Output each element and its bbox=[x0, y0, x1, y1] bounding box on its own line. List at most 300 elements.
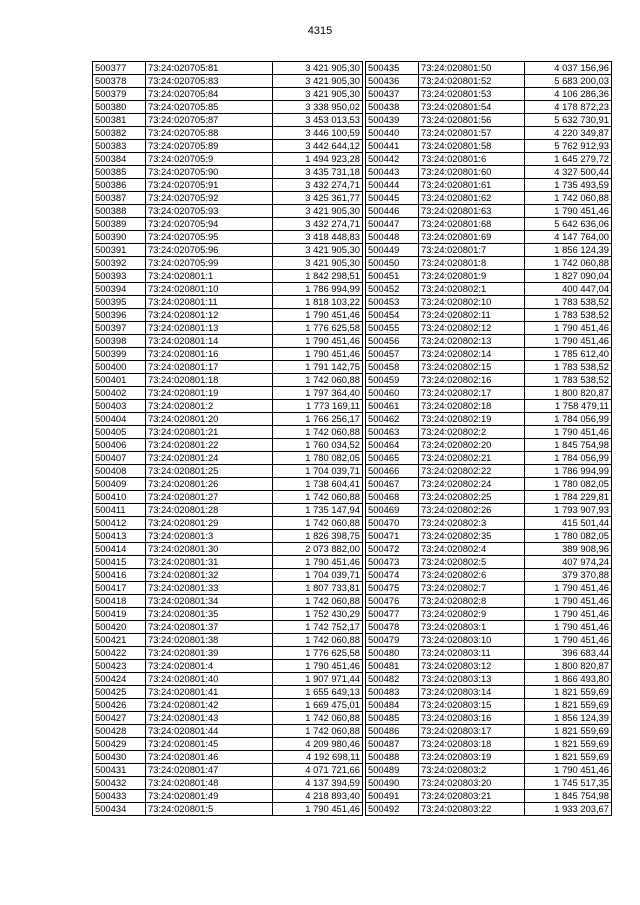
table-row bbox=[366, 790, 612, 803]
cadastral-number-cell: 73:24:020801:24 bbox=[146, 452, 273, 465]
value-cell: 1 856 124,39 bbox=[525, 244, 612, 257]
cadastral-number-cell: 73:24:020705:88 bbox=[146, 127, 273, 140]
cadastral-number-cell: 73:24:020801:53 bbox=[419, 88, 525, 101]
value-cell: 1 742 060,88 bbox=[273, 426, 363, 439]
value-cell: 1 776 625,58 bbox=[273, 647, 363, 660]
table-row bbox=[93, 218, 363, 231]
table-row bbox=[93, 192, 363, 205]
cadastral-number-cell: 73:24:020705:94 bbox=[146, 218, 273, 231]
value-cell: 1 821 559,69 bbox=[525, 686, 612, 699]
cadastral-number-cell: 73:24:020802:5 bbox=[419, 556, 525, 569]
row-number-cell: 500448 bbox=[366, 231, 419, 244]
value-cell: 407 974,24 bbox=[525, 556, 612, 569]
value-cell: 1 790 451,46 bbox=[273, 803, 363, 816]
row-number-cell: 500407 bbox=[93, 452, 146, 465]
table-row bbox=[366, 660, 612, 673]
value-cell: 1 845 754,98 bbox=[525, 439, 612, 452]
cadastral-number-cell: 73:24:020803:20 bbox=[419, 777, 525, 790]
row-number-cell: 500452 bbox=[366, 283, 419, 296]
row-number-cell: 500467 bbox=[366, 478, 419, 491]
cadastral-number-cell: 73:24:020802:15 bbox=[419, 361, 525, 374]
row-number-cell: 500377 bbox=[93, 62, 146, 75]
cadastral-number-cell: 73:24:020801:17 bbox=[146, 361, 273, 374]
value-cell: 1 790 451,46 bbox=[525, 621, 612, 634]
cadastral-number-cell: 73:24:020801:48 bbox=[146, 777, 273, 790]
cadastral-number-cell: 73:24:020803:22 bbox=[419, 803, 525, 816]
value-cell: 5 642 636,06 bbox=[525, 218, 612, 231]
table-row bbox=[366, 452, 612, 465]
cadastral-number-cell: 73:24:020801:20 bbox=[146, 413, 273, 426]
table-row bbox=[366, 478, 612, 491]
row-number-cell: 500382 bbox=[93, 127, 146, 140]
value-cell: 1 821 559,69 bbox=[525, 751, 612, 764]
row-number-cell: 500425 bbox=[93, 686, 146, 699]
table-row bbox=[93, 387, 363, 400]
value-cell: 415 501,44 bbox=[525, 517, 612, 530]
table-row bbox=[93, 543, 363, 556]
cadastral-number-cell: 73:24:020801:33 bbox=[146, 582, 273, 595]
cadastral-number-cell: 73:24:020801:68 bbox=[419, 218, 525, 231]
row-number-cell: 500399 bbox=[93, 348, 146, 361]
cadastral-number-cell: 73:24:020801:11 bbox=[146, 296, 273, 309]
row-number-cell: 500451 bbox=[366, 270, 419, 283]
value-cell: 4 220 349,87 bbox=[525, 127, 612, 140]
value-cell: 400 447,04 bbox=[525, 283, 612, 296]
value-cell: 3 425 361,77 bbox=[273, 192, 363, 205]
value-cell: 1 933 203,67 bbox=[525, 803, 612, 816]
right-table-body bbox=[366, 62, 612, 816]
table-row bbox=[93, 127, 363, 140]
value-cell: 1 790 451,46 bbox=[273, 309, 363, 322]
value-cell: 1 760 034,52 bbox=[273, 439, 363, 452]
cadastral-number-cell: 73:24:020801:50 bbox=[419, 62, 525, 75]
table-row bbox=[93, 686, 363, 699]
table-row bbox=[93, 660, 363, 673]
value-cell: 1 655 649,13 bbox=[273, 686, 363, 699]
value-cell: 1 735 147,94 bbox=[273, 504, 363, 517]
table-row bbox=[93, 530, 363, 543]
row-number-cell: 500427 bbox=[93, 712, 146, 725]
value-cell: 1 800 820,87 bbox=[525, 387, 612, 400]
cadastral-number-cell: 73:24:020802:4 bbox=[419, 543, 525, 556]
cadastral-number-cell: 73:24:020705:89 bbox=[146, 140, 273, 153]
table-row bbox=[366, 673, 612, 686]
row-number-cell: 500383 bbox=[93, 140, 146, 153]
table-row bbox=[366, 179, 612, 192]
row-number-cell: 500379 bbox=[93, 88, 146, 101]
row-number-cell: 500479 bbox=[366, 634, 419, 647]
table-row bbox=[93, 309, 363, 322]
value-cell: 1 821 559,69 bbox=[525, 699, 612, 712]
value-cell: 3 442 644,12 bbox=[273, 140, 363, 153]
table-row bbox=[93, 790, 363, 803]
value-cell: 3 421 905,30 bbox=[273, 62, 363, 75]
cadastral-number-cell: 73:24:020705:85 bbox=[146, 101, 273, 114]
cadastral-number-cell: 73:24:020801:40 bbox=[146, 673, 273, 686]
cadastral-number-cell: 73:24:020801:21 bbox=[146, 426, 273, 439]
row-number-cell: 500408 bbox=[93, 465, 146, 478]
table-row bbox=[93, 582, 363, 595]
cadastral-number-cell: 73:24:020801:9 bbox=[419, 270, 525, 283]
table-row bbox=[366, 348, 612, 361]
table-row bbox=[366, 231, 612, 244]
value-cell: 1 800 820,87 bbox=[525, 660, 612, 673]
value-cell: 1 773 169,11 bbox=[273, 400, 363, 413]
cadastral-number-cell: 73:24:020801:26 bbox=[146, 478, 273, 491]
table-row bbox=[366, 517, 612, 530]
row-number-cell: 500424 bbox=[93, 673, 146, 686]
value-cell: 1 776 625,58 bbox=[273, 322, 363, 335]
table-row bbox=[366, 777, 612, 790]
table-row bbox=[93, 673, 363, 686]
row-number-cell: 500388 bbox=[93, 205, 146, 218]
row-number-cell: 500474 bbox=[366, 569, 419, 582]
cadastral-number-cell: 73:24:020705:91 bbox=[146, 179, 273, 192]
row-number-cell: 500444 bbox=[366, 179, 419, 192]
row-number-cell: 500385 bbox=[93, 166, 146, 179]
row-number-cell: 500421 bbox=[93, 634, 146, 647]
cadastral-number-cell: 73:24:020801:61 bbox=[419, 179, 525, 192]
value-cell: 3 421 905,30 bbox=[273, 75, 363, 88]
cadastral-number-cell: 73:24:020801:32 bbox=[146, 569, 273, 582]
row-number-cell: 500472 bbox=[366, 543, 419, 556]
table-row bbox=[366, 400, 612, 413]
row-number-cell: 500438 bbox=[366, 101, 419, 114]
table-row bbox=[93, 101, 363, 114]
cadastral-number-cell: 73:24:020801:41 bbox=[146, 686, 273, 699]
cadastral-number-cell: 73:24:020802:19 bbox=[419, 413, 525, 426]
cadastral-number-cell: 73:24:020801:38 bbox=[146, 634, 273, 647]
value-cell: 1 704 039,71 bbox=[273, 465, 363, 478]
table-row bbox=[366, 556, 612, 569]
table-row bbox=[366, 582, 612, 595]
table-row bbox=[366, 101, 612, 114]
table-row bbox=[366, 192, 612, 205]
row-number-cell: 500490 bbox=[366, 777, 419, 790]
row-number-cell: 500429 bbox=[93, 738, 146, 751]
row-number-cell: 500480 bbox=[366, 647, 419, 660]
cadastral-number-cell: 73:24:020802:20 bbox=[419, 439, 525, 452]
cadastral-number-cell: 73:24:020802:18 bbox=[419, 400, 525, 413]
table-row bbox=[366, 270, 612, 283]
table-row bbox=[366, 725, 612, 738]
table-row bbox=[93, 361, 363, 374]
value-cell: 4 106 286,36 bbox=[525, 88, 612, 101]
table-row bbox=[366, 244, 612, 257]
cadastral-number-cell: 73:24:020803:1 bbox=[419, 621, 525, 634]
value-cell: 1 784 056,99 bbox=[525, 452, 612, 465]
table-row bbox=[93, 465, 363, 478]
row-number-cell: 500381 bbox=[93, 114, 146, 127]
value-cell: 1 827 090,04 bbox=[525, 270, 612, 283]
cadastral-number-cell: 73:24:020801:46 bbox=[146, 751, 273, 764]
row-number-cell: 500492 bbox=[366, 803, 419, 816]
page-number: 4315 bbox=[307, 25, 333, 37]
value-cell: 1 866 493,80 bbox=[525, 673, 612, 686]
row-number-cell: 500412 bbox=[93, 517, 146, 530]
value-cell: 3 421 905,30 bbox=[273, 244, 363, 257]
cadastral-number-cell: 73:24:020801:14 bbox=[146, 335, 273, 348]
value-cell: 4 192 698,11 bbox=[273, 751, 363, 764]
value-cell: 1 790 451,46 bbox=[525, 426, 612, 439]
row-number-cell: 500419 bbox=[93, 608, 146, 621]
cadastral-number-cell: 73:24:020802:3 bbox=[419, 517, 525, 530]
row-number-cell: 500406 bbox=[93, 439, 146, 452]
cadastral-number-cell: 73:24:020801:16 bbox=[146, 348, 273, 361]
cadastral-number-cell: 73:24:020803:12 bbox=[419, 660, 525, 673]
table-row bbox=[366, 62, 612, 75]
table-row bbox=[366, 361, 612, 374]
value-cell: 1 745 517,35 bbox=[525, 777, 612, 790]
right-cadastral-table bbox=[365, 61, 612, 816]
table-row bbox=[366, 166, 612, 179]
table-row bbox=[93, 556, 363, 569]
table-row bbox=[93, 777, 363, 790]
row-number-cell: 500473 bbox=[366, 556, 419, 569]
value-cell: 2 073 882,00 bbox=[273, 543, 363, 556]
table-row bbox=[366, 140, 612, 153]
row-number-cell: 500430 bbox=[93, 751, 146, 764]
value-cell: 5 632 730,91 bbox=[525, 114, 612, 127]
row-number-cell: 500487 bbox=[366, 738, 419, 751]
table-row bbox=[366, 491, 612, 504]
table-row bbox=[93, 595, 363, 608]
cadastral-number-cell: 73:24:020801:57 bbox=[419, 127, 525, 140]
row-number-cell: 500394 bbox=[93, 283, 146, 296]
table-row bbox=[93, 803, 363, 816]
value-cell: 1 818 103,22 bbox=[273, 296, 363, 309]
row-number-cell: 500384 bbox=[93, 153, 146, 166]
value-cell: 1 742 060,88 bbox=[525, 192, 612, 205]
row-number-cell: 500461 bbox=[366, 400, 419, 413]
row-number-cell: 500426 bbox=[93, 699, 146, 712]
cadastral-number-cell: 73:24:020801:43 bbox=[146, 712, 273, 725]
cadastral-number-cell: 73:24:020801:29 bbox=[146, 517, 273, 530]
table-row bbox=[93, 712, 363, 725]
row-number-cell: 500477 bbox=[366, 608, 419, 621]
row-number-cell: 500481 bbox=[366, 660, 419, 673]
row-number-cell: 500397 bbox=[93, 322, 146, 335]
value-cell: 3 432 274,71 bbox=[273, 218, 363, 231]
cadastral-number-cell: 73:24:020803:11 bbox=[419, 647, 525, 660]
value-cell: 1 783 538,52 bbox=[525, 361, 612, 374]
cadastral-number-cell: 73:24:020803:18 bbox=[419, 738, 525, 751]
value-cell: 1 783 538,52 bbox=[525, 309, 612, 322]
cadastral-number-cell: 73:24:020801:35 bbox=[146, 608, 273, 621]
table-row bbox=[366, 608, 612, 621]
value-cell: 379 370,88 bbox=[525, 569, 612, 582]
table-row bbox=[366, 127, 612, 140]
table-row bbox=[366, 374, 612, 387]
row-number-cell: 500413 bbox=[93, 530, 146, 543]
value-cell: 1 780 082,05 bbox=[273, 452, 363, 465]
cadastral-number-cell: 73:24:020803:10 bbox=[419, 634, 525, 647]
row-number-cell: 500447 bbox=[366, 218, 419, 231]
table-row bbox=[93, 205, 363, 218]
cadastral-number-cell: 73:24:020803:16 bbox=[419, 712, 525, 725]
value-cell: 3 421 905,30 bbox=[273, 88, 363, 101]
value-cell: 1 807 733,81 bbox=[273, 582, 363, 595]
row-number-cell: 500403 bbox=[93, 400, 146, 413]
row-number-cell: 500449 bbox=[366, 244, 419, 257]
value-cell: 5 762 912,93 bbox=[525, 140, 612, 153]
cadastral-number-cell: 73:24:020802:7 bbox=[419, 582, 525, 595]
cadastral-number-cell: 73:24:020802:16 bbox=[419, 374, 525, 387]
value-cell: 1 821 559,69 bbox=[525, 725, 612, 738]
row-number-cell: 500457 bbox=[366, 348, 419, 361]
value-cell: 1 797 364,40 bbox=[273, 387, 363, 400]
left-table-body bbox=[93, 62, 363, 816]
value-cell: 1 790 451,46 bbox=[525, 764, 612, 777]
cadastral-number-cell: 73:24:020801:37 bbox=[146, 621, 273, 634]
cadastral-number-cell: 73:24:020801:34 bbox=[146, 595, 273, 608]
table-row bbox=[366, 530, 612, 543]
cadastral-number-cell: 73:24:020801:13 bbox=[146, 322, 273, 335]
value-cell: 1 856 124,39 bbox=[525, 712, 612, 725]
row-number-cell: 500446 bbox=[366, 205, 419, 218]
row-number-cell: 500401 bbox=[93, 374, 146, 387]
cadastral-number-cell: 73:24:020705:9 bbox=[146, 153, 273, 166]
cadastral-number-cell: 73:24:020802:11 bbox=[419, 309, 525, 322]
value-cell: 1 783 538,52 bbox=[525, 374, 612, 387]
table-row bbox=[93, 634, 363, 647]
table-row bbox=[93, 478, 363, 491]
value-cell: 1 780 082,05 bbox=[525, 478, 612, 491]
table-row bbox=[93, 764, 363, 777]
row-number-cell: 500386 bbox=[93, 179, 146, 192]
value-cell: 1 907 971,44 bbox=[273, 673, 363, 686]
value-cell: 4 209 980,46 bbox=[273, 738, 363, 751]
value-cell: 1 735 493,59 bbox=[525, 179, 612, 192]
value-cell: 3 421 905,30 bbox=[273, 257, 363, 270]
row-number-cell: 500428 bbox=[93, 725, 146, 738]
cadastral-number-cell: 73:24:020705:95 bbox=[146, 231, 273, 244]
cadastral-number-cell: 73:24:020803:14 bbox=[419, 686, 525, 699]
row-number-cell: 500417 bbox=[93, 582, 146, 595]
row-number-cell: 500443 bbox=[366, 166, 419, 179]
cadastral-number-cell: 73:24:020803:17 bbox=[419, 725, 525, 738]
value-cell: 396 683,44 bbox=[525, 647, 612, 660]
cadastral-number-cell: 73:24:020802:25 bbox=[419, 491, 525, 504]
table-row bbox=[93, 738, 363, 751]
table-row bbox=[366, 504, 612, 517]
cadastral-number-cell: 73:24:020802:6 bbox=[419, 569, 525, 582]
cadastral-number-cell: 73:24:020802:35 bbox=[419, 530, 525, 543]
row-number-cell: 500441 bbox=[366, 140, 419, 153]
table-row bbox=[93, 374, 363, 387]
table-row bbox=[366, 439, 612, 452]
row-number-cell: 500440 bbox=[366, 127, 419, 140]
table-row bbox=[93, 140, 363, 153]
value-cell: 1 742 060,88 bbox=[273, 725, 363, 738]
cadastral-number-cell: 73:24:020801:5 bbox=[146, 803, 273, 816]
row-number-cell: 500435 bbox=[366, 62, 419, 75]
cadastral-number-cell: 73:24:020801:30 bbox=[146, 543, 273, 556]
table-row bbox=[366, 751, 612, 764]
value-cell: 1 669 475,01 bbox=[273, 699, 363, 712]
cadastral-number-cell: 73:24:020801:31 bbox=[146, 556, 273, 569]
table-row bbox=[366, 413, 612, 426]
table-row bbox=[93, 608, 363, 621]
cadastral-number-cell: 73:24:020802:10 bbox=[419, 296, 525, 309]
row-number-cell: 500488 bbox=[366, 751, 419, 764]
table-row bbox=[93, 166, 363, 179]
row-number-cell: 500459 bbox=[366, 374, 419, 387]
row-number-cell: 500466 bbox=[366, 465, 419, 478]
table-row bbox=[366, 283, 612, 296]
row-number-cell: 500433 bbox=[93, 790, 146, 803]
value-cell: 1 784 229,81 bbox=[525, 491, 612, 504]
table-row bbox=[366, 114, 612, 127]
value-cell: 1 704 039,71 bbox=[273, 569, 363, 582]
cadastral-number-cell: 73:24:020705:87 bbox=[146, 114, 273, 127]
row-number-cell: 500450 bbox=[366, 257, 419, 270]
row-number-cell: 500458 bbox=[366, 361, 419, 374]
row-number-cell: 500468 bbox=[366, 491, 419, 504]
row-number-cell: 500454 bbox=[366, 309, 419, 322]
cadastral-number-cell: 73:24:020802:8 bbox=[419, 595, 525, 608]
value-cell: 4 147 764,00 bbox=[525, 231, 612, 244]
table-row bbox=[93, 296, 363, 309]
row-number-cell: 500460 bbox=[366, 387, 419, 400]
value-cell: 4 137 394,59 bbox=[273, 777, 363, 790]
row-number-cell: 500418 bbox=[93, 595, 146, 608]
cadastral-number-cell: 73:24:020802:12 bbox=[419, 322, 525, 335]
table-row bbox=[93, 621, 363, 634]
row-number-cell: 500453 bbox=[366, 296, 419, 309]
value-cell: 1 842 298,51 bbox=[273, 270, 363, 283]
cadastral-number-cell: 73:24:020801:56 bbox=[419, 114, 525, 127]
row-number-cell: 500456 bbox=[366, 335, 419, 348]
row-number-cell: 500436 bbox=[366, 75, 419, 88]
value-cell: 1 766 256,17 bbox=[273, 413, 363, 426]
row-number-cell: 500400 bbox=[93, 361, 146, 374]
table-row bbox=[93, 517, 363, 530]
cadastral-number-cell: 73:24:020801:54 bbox=[419, 101, 525, 114]
table-row bbox=[366, 595, 612, 608]
table-row bbox=[366, 322, 612, 335]
table-row bbox=[93, 569, 363, 582]
table-row bbox=[366, 153, 612, 166]
row-number-cell: 500465 bbox=[366, 452, 419, 465]
cadastral-number-cell: 73:24:020801:7 bbox=[419, 244, 525, 257]
cadastral-number-cell: 73:24:020705:93 bbox=[146, 205, 273, 218]
value-cell: 1 742 060,88 bbox=[273, 491, 363, 504]
cadastral-number-cell: 73:24:020801:63 bbox=[419, 205, 525, 218]
table-row bbox=[93, 725, 363, 738]
table-row bbox=[93, 88, 363, 101]
cadastral-number-cell: 73:24:020801:4 bbox=[146, 660, 273, 673]
row-number-cell: 500464 bbox=[366, 439, 419, 452]
table-row bbox=[93, 335, 363, 348]
value-cell: 1 494 923,28 bbox=[273, 153, 363, 166]
value-cell: 1 790 451,46 bbox=[525, 608, 612, 621]
cadastral-number-cell: 73:24:020801:18 bbox=[146, 374, 273, 387]
value-cell: 4 178 872,23 bbox=[525, 101, 612, 114]
table-row bbox=[366, 88, 612, 101]
table-row bbox=[366, 634, 612, 647]
cadastral-number-cell: 73:24:020802:26 bbox=[419, 504, 525, 517]
table-row bbox=[93, 751, 363, 764]
cadastral-number-cell: 73:24:020802:21 bbox=[419, 452, 525, 465]
value-cell: 1 758 479,11 bbox=[525, 400, 612, 413]
cadastral-number-cell: 73:24:020705:90 bbox=[146, 166, 273, 179]
value-cell: 1 790 451,46 bbox=[525, 205, 612, 218]
cadastral-number-cell: 73:24:020801:62 bbox=[419, 192, 525, 205]
table-row bbox=[93, 244, 363, 257]
row-number-cell: 500410 bbox=[93, 491, 146, 504]
row-number-cell: 500389 bbox=[93, 218, 146, 231]
